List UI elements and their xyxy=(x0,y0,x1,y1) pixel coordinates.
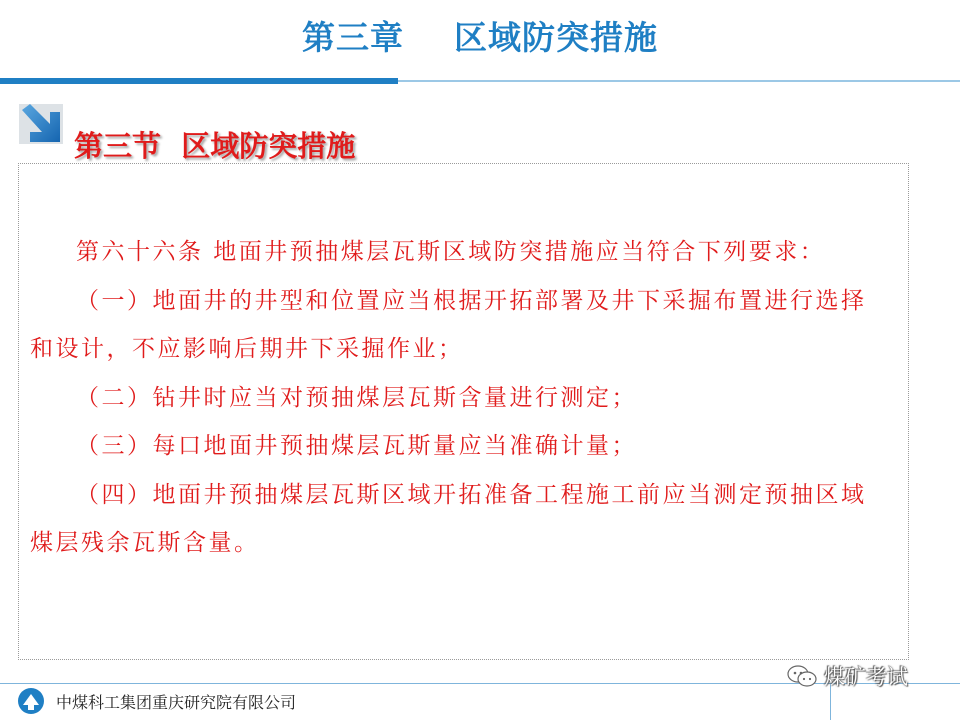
page-title: 第三章 区域防突措施 xyxy=(302,18,658,57)
article-text xyxy=(30,228,890,568)
article-paragraph: （三）每口地面井预抽煤层瓦斯量应当准确计量； xyxy=(76,433,637,459)
header-divider-light xyxy=(398,80,960,82)
company-logo-icon xyxy=(14,686,48,716)
wechat-icon xyxy=(786,664,818,688)
watermark xyxy=(786,662,908,690)
company-name: 中煤科工集团重庆研究院有限公司 xyxy=(56,693,297,712)
article-paragraph: 第六十六条 地面井预抽煤层瓦斯区域防突措施应当符合下列要求： xyxy=(76,239,826,265)
article-paragraph: （一）地面井的井型和位置应当根据开拓部署及井下采掘布置进行选择和设计，不应影响后期井下采掘作业； xyxy=(30,287,867,362)
watermark-text: 煤矿考试 xyxy=(824,665,908,689)
section-title: 第三节 区域防突措施 xyxy=(74,129,356,163)
article-paragraph: （二）钻井时应当对预抽煤层瓦斯含量进行测定； xyxy=(76,384,637,411)
article-paragraph: （四）地面井预抽煤层瓦斯区域开拓准备工程施工前应当测定预抽区域煤层残余瓦斯含量。 xyxy=(30,481,867,556)
header-divider xyxy=(0,78,398,84)
arrow-down-right-icon xyxy=(16,100,68,148)
